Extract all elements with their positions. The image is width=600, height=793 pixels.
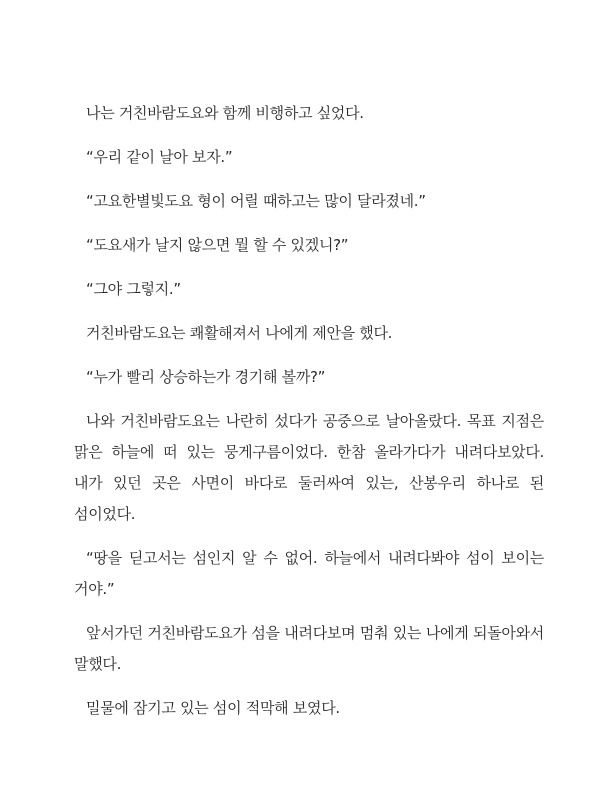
paragraph-narration: 거친바람도요는 쾌활해져서 나에게 제안을 했다. — [86, 324, 393, 342]
paragraph-narration: 나는 거친바람도요와 함께 비행하고 싶었다. — [86, 104, 364, 122]
paragraph-dialogue: “땅을 딛고서는 섬인지 알 수 없어. 하늘에서 내려다봐야 섬이 보이는 거야.” — [74, 549, 544, 598]
paragraph-dialogue: “누가 빨리 상승하는가 경기해 볼까?” — [86, 368, 326, 386]
paragraph-dialogue: “우리 같이 날아 보자.” — [86, 148, 233, 166]
paragraph-dialogue: “그야 그렇지.” — [86, 280, 181, 298]
paragraph-dialogue: “고요한별빛도요 형이 어릴 때하고는 많이 달라졌네.” — [86, 192, 426, 210]
paragraph-dialogue: “도요새가 날지 않으면 뭘 할 수 있겠니?” — [86, 236, 349, 254]
paragraph-narration: 나와 거친바람도요는 나란히 섰다가 공중으로 날아올랐다. 목표 지점은 맑은 하늘에 떠 있는 뭉게구름이었다. 한참 올라가다가 내려다보았다. 내가 있던 곳은 사면이 바다로 둘러싸여 있는, 산봉우리 하나로 된 섬이었다. — [74, 412, 544, 523]
paragraph-narration: 밀물에 잠기고 있는 섬이 적막해 보였다. — [86, 699, 340, 717]
paragraph-narration: 앞서가던 거친바람도요가 섬을 내려다보며 멈춰 있는 나에게 되돌아와서 말했다. — [74, 624, 544, 673]
